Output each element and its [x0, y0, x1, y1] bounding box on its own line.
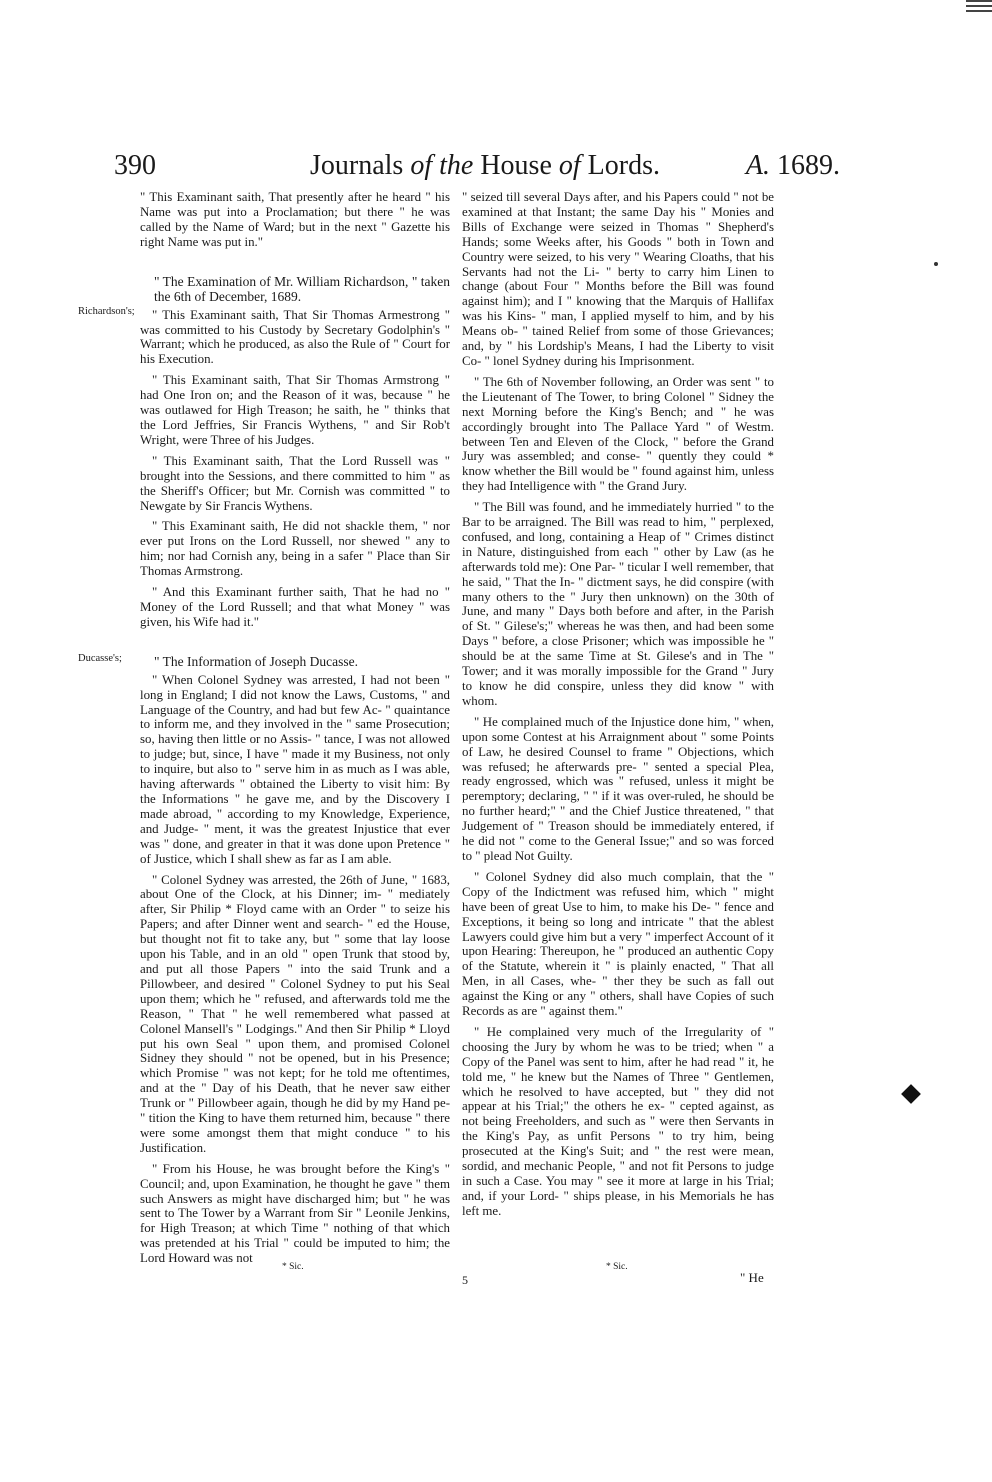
margin-note-richardson: Richardson's;: [78, 306, 135, 317]
right-paragraph-6: " He complained very much of the Irregularity of " choosing the Jury by whom he was to be tried; when " a Copy of the Panel was sent to him, after he had read " it, he told me, " he knew but the Names of Three " Gentlemen, which he resolved to have accepted, but " they did not appear at his Trial;" the others he ex- " cepted against, as not being Freeholders, and such as " were then Servants in the King's Pay, as unfit Persons " to try him, being prosecuted at the King's Suit; and " the rest were mean, sordid, and mechanic People, " and not fit Persons to judge in such a Case. You may " see it more at large in his Trial; and, if your Lord- " ships please, in his Memorials he has left me.: [462, 1024, 774, 1218]
left-intro-paragraph: " This Examinant saith, That presently after he heard " his Name was put into a Proclamation; but there " he was called by the Name of Ward; but in the next " Gazette his right Name was put in.": [140, 190, 450, 249]
right-column: [462, 190, 774, 1225]
year-value: 1689.: [770, 150, 840, 181]
right-paragraph-1: " seized till several Days after, and his Papers could " not be examined at that Instant; the same Day his " Monies and Bills of Exchange were seized in Thomas " Shepherd's Hands; some Weeks after, his Goods " both in Town and Country were seized, to his very " Wearing Cloaths, that his Servants had not the Li- " berty to carry him Linen to change (about Four " Months before the Bill was found against him); and I " knowing that the Marquis of Hallifax was his Kins- " man, I applied myself to him, and by his Means ob- " tained Relief from some of those Grievances; and, by " his Lordship's Means, I had the Liberty to visit Co- " lonel Sydney during his Imprisonment.: [462, 190, 774, 368]
year-prefix: A.: [745, 150, 770, 181]
page-title: [310, 150, 660, 182]
left-paragraph-7: " Colonel Sydney was arrested, the 26th of June, " 1683, about One of the Clock, at his Dinner; im- " mediately after, Sir Philip * Floyd came with an Order " to seize his Papers; and after Dinner went and search- " ed the House, but thought not fit to take any, but " some that lay loose upon his Table, and in an old " open Trunk that stood by, and put all those Papers " into the said Trunk and a Pillowbeer, and desired " Colonel Sydney to put his Seal upon them; which he " refused, and afterwards told me the Reason, " That " he well remembered what passed at Colonel Mansell's " Lodgings." And then Sir Philip * Lloyd put his own Seal " upon them, and promised Colonel Sidney they should " not be opened, but in his Presence; which Promise " was not kept; for he told me oftentimes, and at the " Day of his Death, that he never saw either Trunk or " Pillowbeer again, though he did by my Hand pe- " tition the King to have them returned him, because " there were some amongst them that might conduce " to his Justification.: [140, 872, 450, 1155]
corner-print-mark: [962, 0, 992, 20]
left-paragraph-8: " From his House, he was brought before the King's " Council; and, upon Examination, he thought he gave " them such Answers as might have discharged him; but " he was sent to The Tower by a Warrant from Sir " Leonile Jenkins, for High Treason; at which Time " nothing of that which was pretended at his Trial " could be imputed to him; the Lord Howard was not: [140, 1161, 450, 1266]
right-paragraph-3: " The Bill was found, and he immediately hurried " to the Bar to be arraigned. The Bill was read to him, " perplexed, confused, and long, containing a Heap of " Crimes distinct in Nature, distinguished from each " other by Law (as he afterwards told me): One Par- " ticular I well remember, that he said, " That the In- " dictment says, he did conspire (with many others to the " Jury then unknown) on the 30th of June, and many " Days both before and after, in the Parish of St. " Gilese's;" whereas he was then, and had been some Days " before, a close Prisoner; which was impossible he " should be at the same Time at St. Gilese's and in The " Tower; and it was morally impossible for the Grand " Jury to know he did conspire, unless they did know " with whom.: [462, 500, 774, 708]
left-paragraph-1: " This Examinant saith, That Sir Thomas Armestrong " was committed to his Custody by Secretary Godolphin's " Warrant; which he produced, as also the Rule of " Court for his Execution.: [140, 307, 450, 367]
right-paragraph-4: " He complained much of the Injustice done him, " when, upon some Contest at his Arraignment about " some Points of Law, he desired Counsel to frame " Objections, which was refused; he afterwards pre- " sented a special Plea, ready engrossed, which was " refused, unless it might be peremptory; declaring, " " if it was over-ruled, he should be no further heard;" " and the Chief Justice threatened, " that Judgement of " Treason should be immediately entered, if he did not " come to the General Issue;" and so was forced to " plead Not Guilty.: [462, 714, 774, 863]
title-of: of: [558, 150, 581, 181]
title-house: House: [473, 150, 559, 181]
margin-note-ducasse: Ducasse's;: [78, 653, 122, 664]
left-paragraph-3: " This Examinant saith, That the Lord Russell was " brought into the Sessions, and there committed to him " as the Sheriff's Officer; but Mr. Cornish was committed " to Newgate by Sir Francis Wythens.: [140, 453, 450, 513]
catchword: " He: [740, 1270, 764, 1285]
left-footnote: * Sic.: [282, 1262, 304, 1272]
left-paragraph-4: " This Examinant saith, He did not shackle them, " nor ever put Irons on the Lord Russell, nor shewed " any to him; nor had Cornish any, being in a safer " Place than Sir Thomas Armstrong.: [140, 519, 450, 579]
richardson-heading: " The Examination of Mr. William Richardson, " taken the 6th of December, 1689.: [154, 273, 450, 304]
ducasse-heading: " The Information of Joseph Ducasse.: [154, 653, 358, 669]
ink-dot: [934, 262, 938, 266]
page-year: [746, 150, 840, 182]
right-paragraph-5: " Colonel Sydney did also much complain, that the " Copy of the Indictment was refused him, which " might have been of great Use to him, to make his De- " fence and Exceptions, it being so long and intricate " that the ablest Lawyers could give him but a very " imperfect Account of it upon Hearing: Thereupon, he " produced an authentic Copy of the Statute, wherein it " is plainly enacted, " That all Men, in all Cases, whe- " ther they be such as fall out against the King or any " others, shall have Copies of such Records as are " against them.": [462, 869, 774, 1019]
right-footnote: * Sic.: [606, 1262, 628, 1272]
title-lords: Lords.: [580, 150, 660, 181]
title-journals: Journals: [310, 150, 411, 181]
left-paragraph-5: " And this Examinant further saith, That he had no " Money of the Lord Russell; and that what Money " was given, his Wife had it.": [140, 585, 450, 629]
left-paragraph-2: " This Examinant saith, That Sir Thomas Armstrong " had One Iron on; and the Reason of it was, because " he was outlawed for High Treason; he saith, he " thinks that the Lord Jeffries, Sir Francis Wythens, " and Sir Rob't Wright, were Three of his Judges.: [140, 373, 450, 447]
left-column: [140, 190, 450, 1272]
left-paragraph-6: " When Colonel Sydney was arrested, I had not been " long in England; I did not know the Laws, Customs, " and Language of the Country, and had but few Ac- " quaintance to inform me, and they involved in the " same Prosecution; so, having then little or no Assis- " tance, I was not allowed to judge; but, since, I have " made it my Business, not only to inquire, but also to " serve him in as much as I was able, having afterwards " obtained the Liberty to visit him: By the Informations " he gave me, and by the Discovery I made abroad, " according to my Knowledge, Experience, and Judge- " ment, it was the greatest Injustice that ever was " done, and greater in that it was done upon Pretence " of Justice, which I shall shew as far as I am able.: [140, 672, 450, 866]
page-header: [114, 150, 840, 186]
page-number: 390: [114, 150, 156, 181]
title-of-the: of the: [410, 150, 474, 181]
right-paragraph-2: " The 6th of November following, an Order was sent " to the Lieutenant of The Tower, to bring Colonel " Sidney the next Morning before the King's Bench; and " he was accordingly brought into The Pallace Yard " of Westm. between Ten and Eleven of the Clock, " before the Grand Jury was assembled; and conse- " quently they could * know whether the Bill would be " found against him, unless they had Intelligence with " the Grand Jury.: [462, 374, 774, 494]
signature-mark: 5: [462, 1273, 468, 1287]
ink-blot: [901, 1084, 921, 1104]
